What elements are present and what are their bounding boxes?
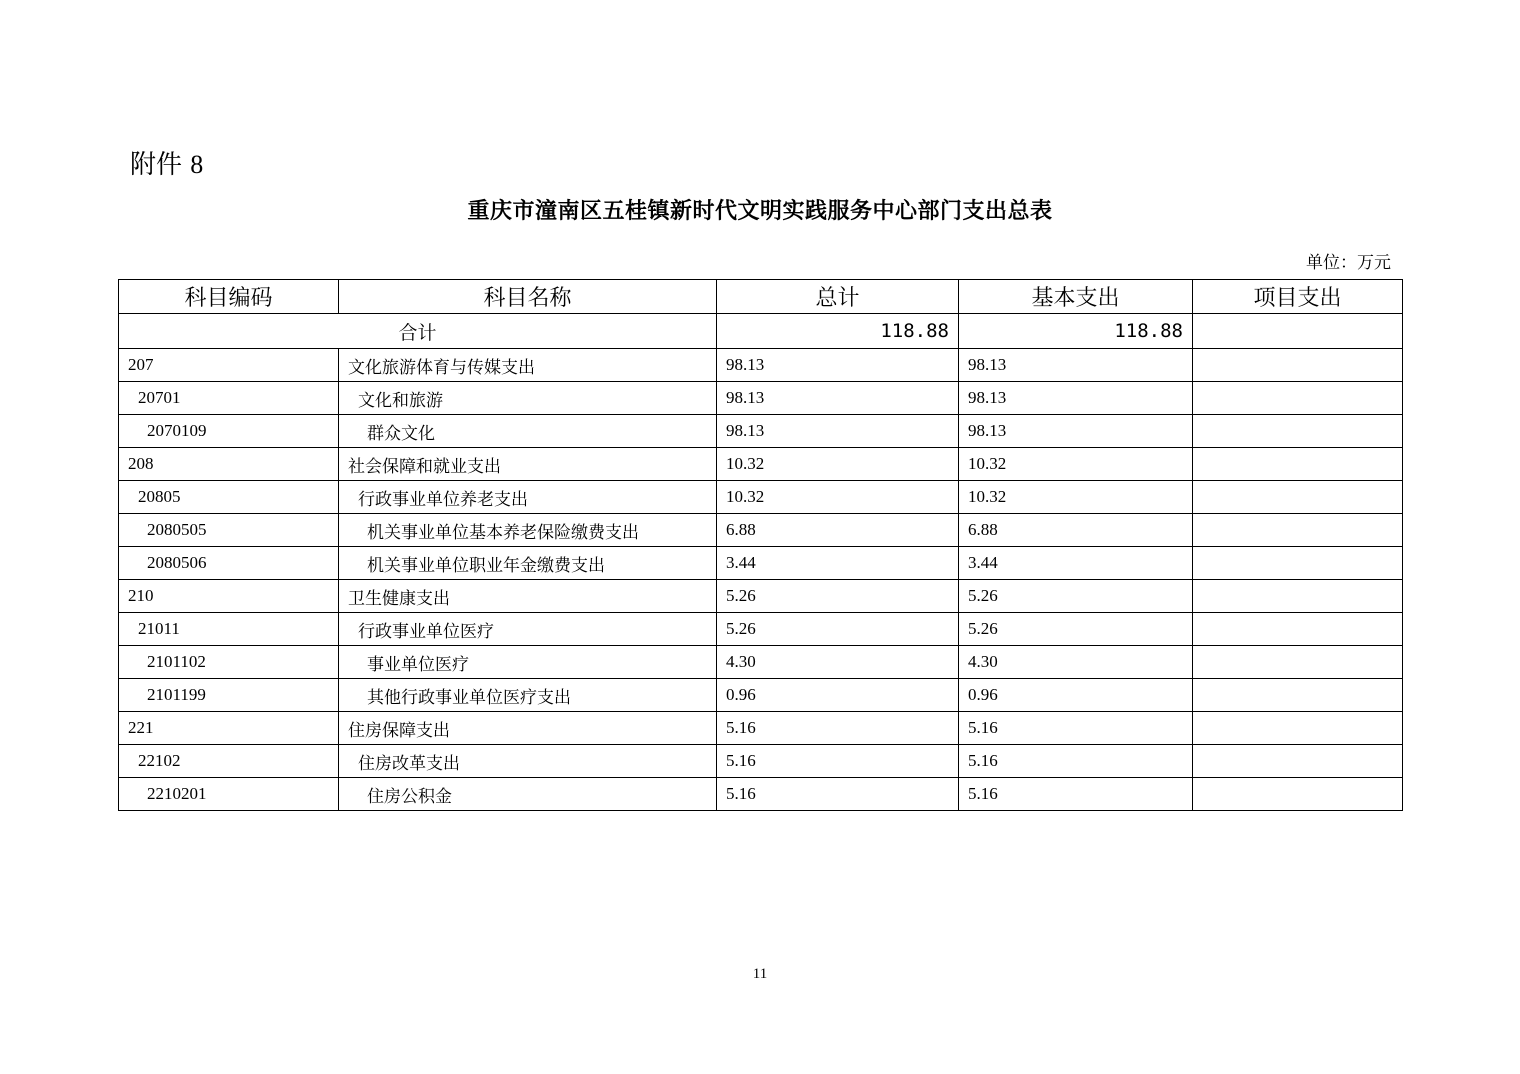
row-code: 21011 [119, 613, 339, 646]
table-row [119, 415, 1403, 448]
table-row [119, 745, 1403, 778]
column-header-total: 总计 [717, 280, 959, 314]
row-total: 4.30 [717, 646, 959, 679]
row-name: 社会保障和就业支出 [339, 448, 717, 481]
total-basic: 118.88 [959, 314, 1193, 349]
row-basic: 98.13 [959, 415, 1193, 448]
row-total: 3.44 [717, 547, 959, 580]
row-project [1193, 382, 1403, 415]
row-code: 2080506 [119, 547, 339, 580]
table-row [119, 514, 1403, 547]
row-name: 住房改革支出 [339, 745, 717, 778]
table-body [119, 314, 1403, 811]
table-header-row [119, 280, 1403, 314]
total-label: 合计 [119, 314, 717, 349]
table-row [119, 349, 1403, 382]
row-project [1193, 481, 1403, 514]
table-row [119, 481, 1403, 514]
row-code: 210 [119, 580, 339, 613]
row-code: 20805 [119, 481, 339, 514]
row-code: 22102 [119, 745, 339, 778]
row-total: 5.26 [717, 613, 959, 646]
unit-label: 单位：万元 [1306, 253, 1391, 272]
row-basic: 6.88 [959, 514, 1193, 547]
table-row [119, 382, 1403, 415]
row-code: 2070109 [119, 415, 339, 448]
column-header-name: 科目名称 [339, 280, 717, 314]
row-project [1193, 415, 1403, 448]
table-row [119, 580, 1403, 613]
row-code: 221 [119, 712, 339, 745]
table-row [119, 712, 1403, 745]
row-basic: 5.16 [959, 778, 1193, 811]
total-row [119, 314, 1403, 349]
row-project [1193, 745, 1403, 778]
row-total: 5.16 [717, 778, 959, 811]
total-project [1193, 314, 1403, 349]
row-basic: 4.30 [959, 646, 1193, 679]
attachment-label-text: 附件 [130, 150, 183, 180]
row-basic: 98.13 [959, 349, 1193, 382]
row-project [1193, 580, 1403, 613]
row-total: 98.13 [717, 349, 959, 382]
attachment-number: 8 [190, 150, 204, 179]
column-header-project: 项目支出 [1193, 280, 1403, 314]
row-total: 10.32 [717, 481, 959, 514]
row-code: 2210201 [119, 778, 339, 811]
row-project [1193, 547, 1403, 580]
row-project [1193, 613, 1403, 646]
column-header-code: 科目编码 [119, 280, 339, 314]
expenditure-table [118, 279, 1403, 811]
row-total: 6.88 [717, 514, 959, 547]
row-name: 卫生健康支出 [339, 580, 717, 613]
row-basic: 5.16 [959, 712, 1193, 745]
row-project [1193, 646, 1403, 679]
row-name: 住房公积金 [339, 778, 717, 811]
row-name: 行政事业单位养老支出 [339, 481, 717, 514]
page-number: 11 [752, 966, 768, 982]
total-total: 118.88 [717, 314, 959, 349]
table-row [119, 679, 1403, 712]
row-code: 2080505 [119, 514, 339, 547]
row-code: 20701 [119, 382, 339, 415]
row-basic: 10.32 [959, 448, 1193, 481]
row-total: 0.96 [717, 679, 959, 712]
row-basic: 0.96 [959, 679, 1193, 712]
row-name: 文化和旅游 [339, 382, 717, 415]
attachment-label [130, 144, 203, 181]
row-total: 5.16 [717, 745, 959, 778]
row-basic: 10.32 [959, 481, 1193, 514]
row-name: 文化旅游体育与传媒支出 [339, 349, 717, 382]
row-total: 98.13 [717, 382, 959, 415]
row-project [1193, 712, 1403, 745]
row-project [1193, 349, 1403, 382]
row-basic: 5.26 [959, 613, 1193, 646]
row-name: 群众文化 [339, 415, 717, 448]
row-name: 机关事业单位职业年金缴费支出 [339, 547, 717, 580]
table-row [119, 448, 1403, 481]
row-project [1193, 778, 1403, 811]
table-row [119, 646, 1403, 679]
row-code: 2101199 [119, 679, 339, 712]
row-total: 98.13 [717, 415, 959, 448]
row-basic: 5.26 [959, 580, 1193, 613]
row-total: 10.32 [717, 448, 959, 481]
row-project [1193, 679, 1403, 712]
row-name: 机关事业单位基本养老保险缴费支出 [339, 514, 717, 547]
column-header-basic: 基本支出 [959, 280, 1193, 314]
row-name: 行政事业单位医疗 [339, 613, 717, 646]
row-project [1193, 514, 1403, 547]
table-row [119, 547, 1403, 580]
table-row [119, 778, 1403, 811]
row-project [1193, 448, 1403, 481]
row-total: 5.26 [717, 580, 959, 613]
row-name: 事业单位医疗 [339, 646, 717, 679]
document-title: 重庆市潼南区五桂镇新时代文明实践服务中心部门支出总表 [467, 199, 1053, 224]
row-code: 208 [119, 448, 339, 481]
row-name: 住房保障支出 [339, 712, 717, 745]
row-basic: 5.16 [959, 745, 1193, 778]
row-code: 207 [119, 349, 339, 382]
table-row [119, 613, 1403, 646]
row-basic: 98.13 [959, 382, 1193, 415]
row-code: 2101102 [119, 646, 339, 679]
row-basic: 3.44 [959, 547, 1193, 580]
row-name: 其他行政事业单位医疗支出 [339, 679, 717, 712]
row-total: 5.16 [717, 712, 959, 745]
